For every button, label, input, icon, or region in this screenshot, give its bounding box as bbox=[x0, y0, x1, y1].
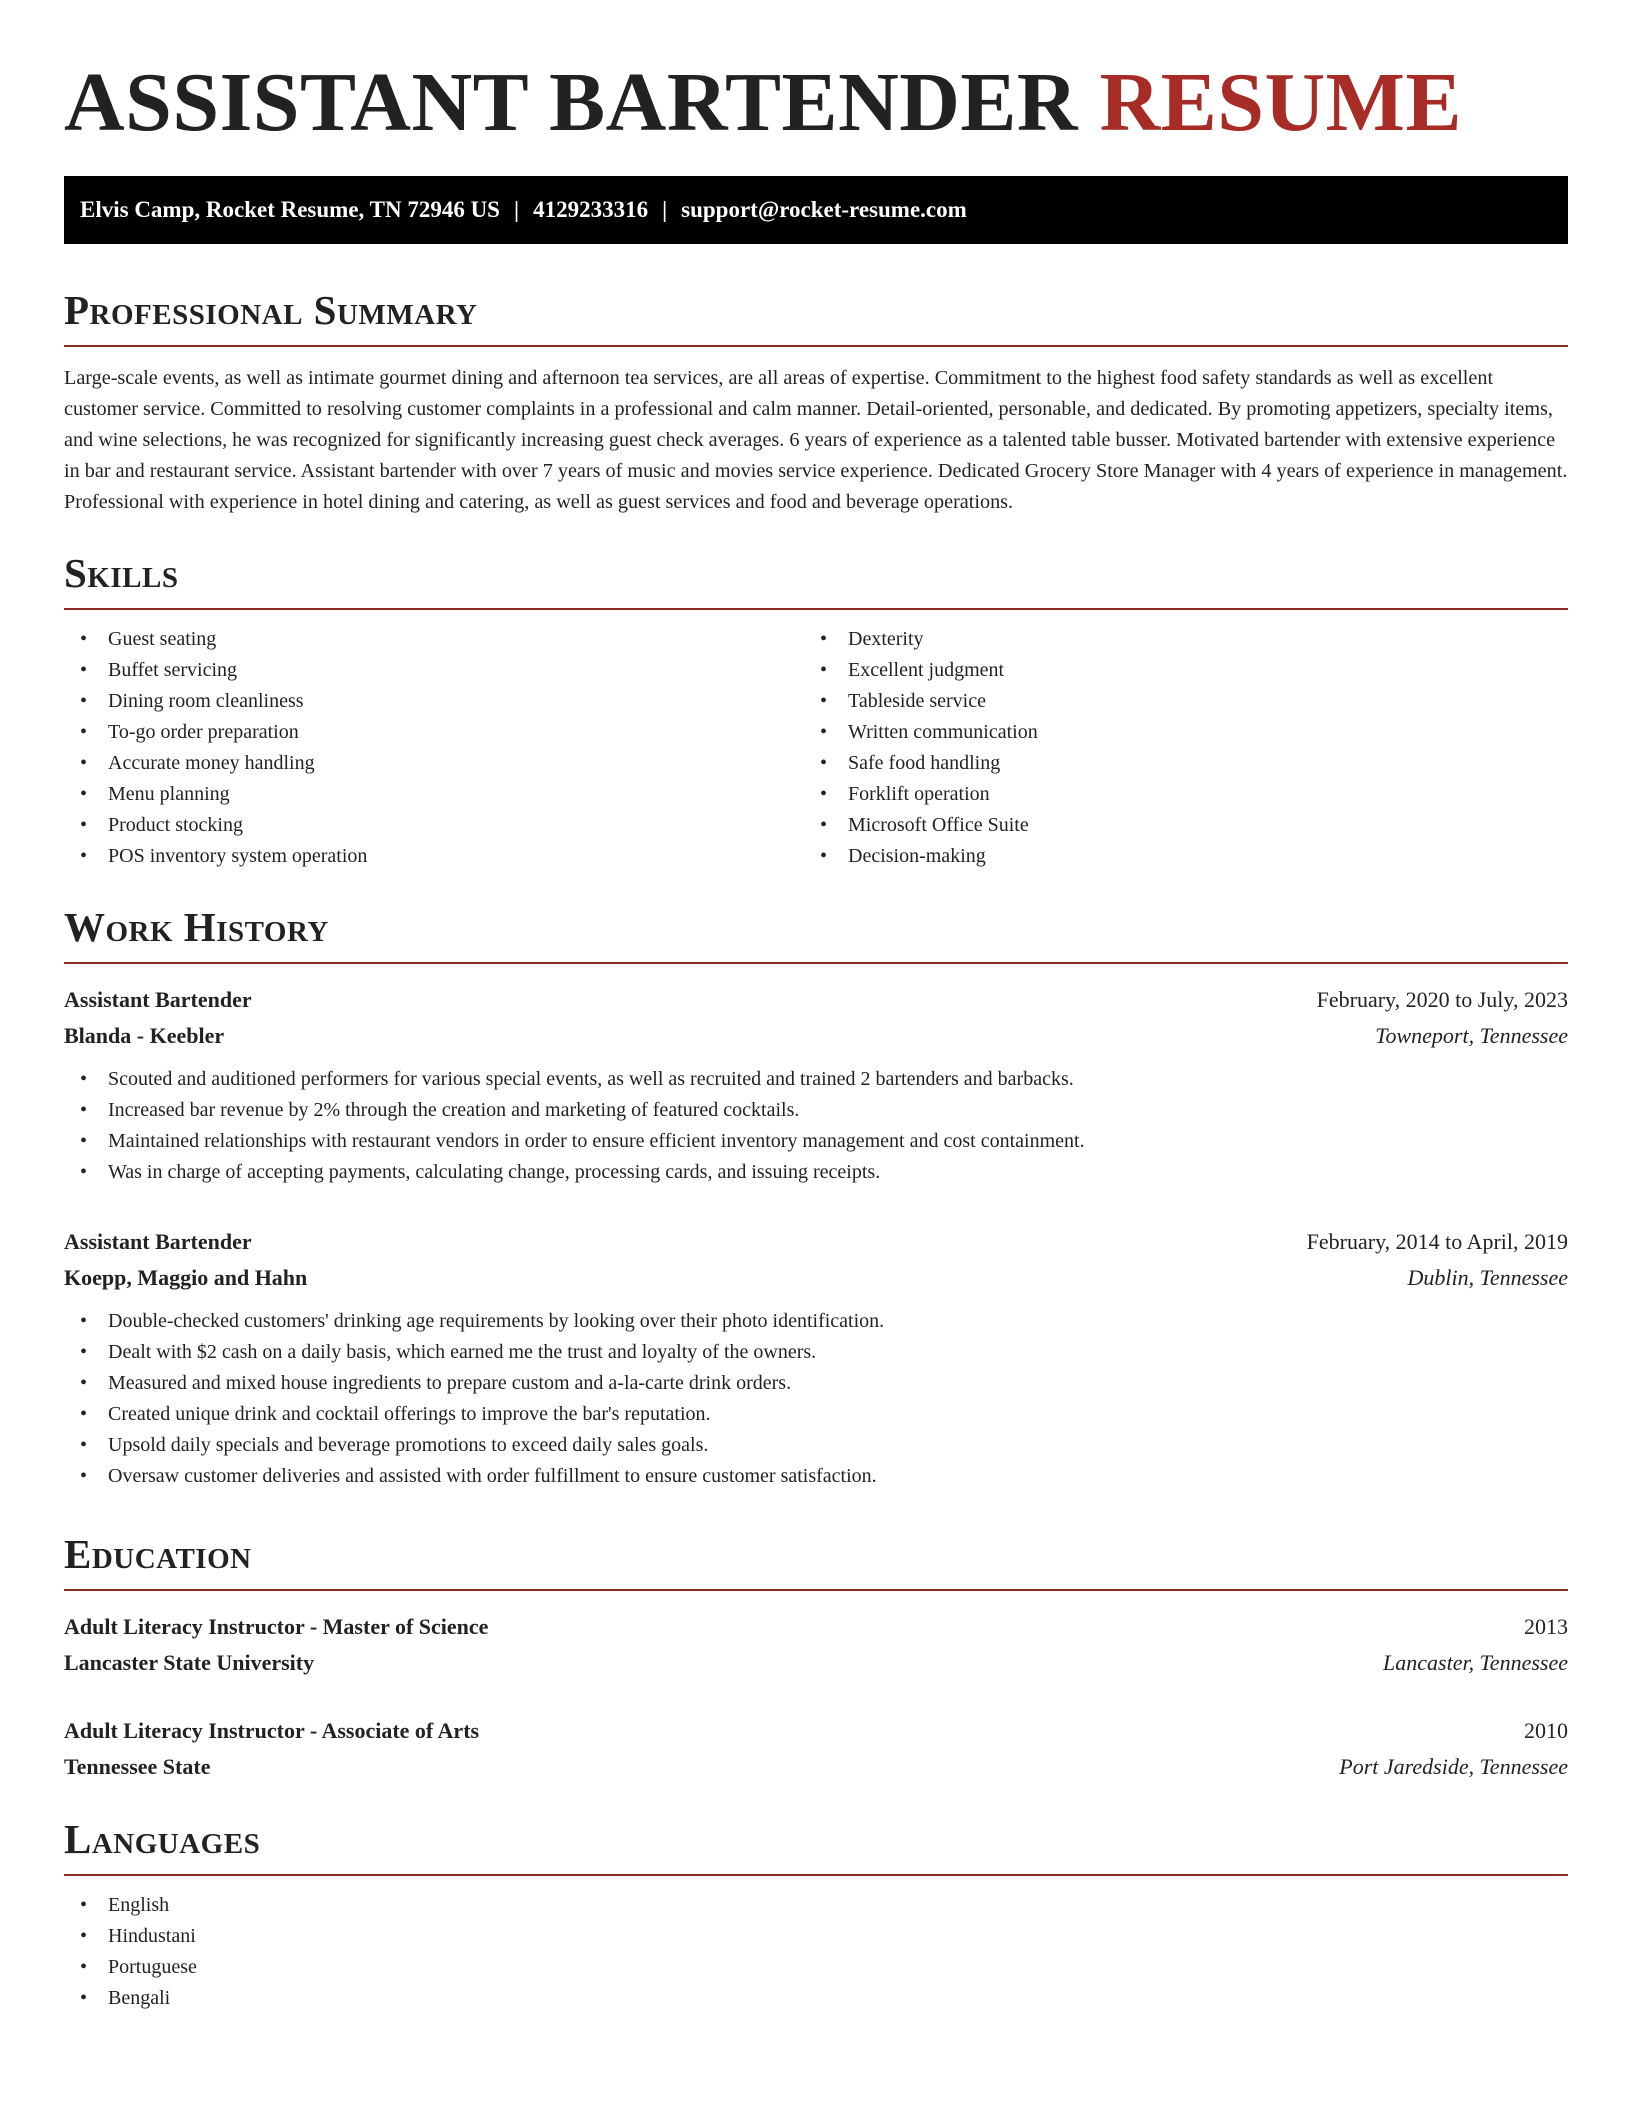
language-item: • English bbox=[64, 1890, 1568, 1921]
job-bullet: • Was in charge of accepting payments, calculating change, processing cards, and issuing receipts. bbox=[64, 1157, 1568, 1188]
skill-item: • Safe food handling bbox=[804, 748, 1544, 779]
job-bullet: • Created unique drink and cocktail offerings to improve the bar's reputation. bbox=[64, 1399, 1568, 1430]
education-year: 2013 bbox=[1524, 1614, 1568, 1640]
job-dates: February, 2014 to April, 2019 bbox=[1306, 1229, 1568, 1255]
job-bullet: • Measured and mixed house ingredients to prepare custom and a-la-carte drink orders. bbox=[64, 1368, 1568, 1399]
education-entry bbox=[64, 1713, 1568, 1785]
job-bullet: • Double-checked customers' drinking age requirements by looking over their photo identification. bbox=[64, 1306, 1568, 1337]
contact-separator: | bbox=[662, 197, 668, 222]
education-school: Tennessee State bbox=[64, 1754, 211, 1780]
job-bullets bbox=[64, 1064, 1568, 1188]
job-company: Blanda - Keebler bbox=[64, 1023, 225, 1049]
section-divider bbox=[64, 345, 1568, 347]
skill-item: • Tableside service bbox=[804, 686, 1544, 717]
work-history-section bbox=[64, 903, 1568, 1492]
languages-heading: Languages bbox=[64, 1816, 261, 1862]
summary-heading: Professional Summary bbox=[64, 287, 478, 333]
job-title: Assistant Bartender bbox=[64, 987, 252, 1013]
language-item: • Hindustani bbox=[64, 1921, 1568, 1952]
resume-title bbox=[64, 50, 1462, 155]
skills-list-left bbox=[64, 624, 804, 872]
skills-list-right bbox=[804, 624, 1544, 872]
education-section bbox=[64, 1530, 1568, 1785]
education-degree: Adult Literacy Instructor - Associate of Arts bbox=[64, 1718, 480, 1744]
skill-item: • Buffet servicing bbox=[64, 655, 804, 686]
job-subheader bbox=[64, 1260, 1568, 1296]
section-divider bbox=[64, 1589, 1568, 1591]
contact-address: Elvis Camp, Rocket Resume, TN 72946 US bbox=[80, 197, 500, 222]
section-divider bbox=[64, 608, 1568, 610]
job-dates: February, 2020 to July, 2023 bbox=[1316, 987, 1568, 1013]
job-bullet: • Scouted and auditioned performers for various special events, as well as recruited and trained 2 bartenders and barbacks. bbox=[64, 1064, 1568, 1095]
job-entry bbox=[64, 982, 1568, 1188]
job-title: Assistant Bartender bbox=[64, 1229, 252, 1255]
job-bullet: • Dealt with $2 cash on a daily basis, which earned me the trust and loyalty of the owners. bbox=[64, 1337, 1568, 1368]
education-degree: Adult Literacy Instructor - Master of Science bbox=[64, 1614, 489, 1640]
job-bullet: • Upsold daily specials and beverage promotions to exceed daily sales goals. bbox=[64, 1430, 1568, 1461]
education-subheader bbox=[64, 1749, 1568, 1785]
education-subheader bbox=[64, 1645, 1568, 1681]
languages-list bbox=[64, 1890, 1568, 2014]
skill-item: • POS inventory system operation bbox=[64, 841, 804, 872]
skill-item: • Product stocking bbox=[64, 810, 804, 841]
language-item: • Bengali bbox=[64, 1983, 1568, 2014]
skills-columns bbox=[64, 624, 1568, 872]
skill-item: • Accurate money handling bbox=[64, 748, 804, 779]
job-bullets bbox=[64, 1306, 1568, 1492]
section-divider bbox=[64, 1874, 1568, 1876]
job-bullet: • Maintained relationships with restaurant vendors in order to ensure efficient inventory management and cost containment. bbox=[64, 1126, 1568, 1157]
language-item: • Portuguese bbox=[64, 1952, 1568, 1983]
job-location: Dublin, Tennessee bbox=[1407, 1265, 1568, 1291]
skills-section bbox=[64, 549, 1568, 872]
education-entry bbox=[64, 1609, 1568, 1681]
languages-section bbox=[64, 1815, 1568, 2014]
job-location: Towneport, Tennessee bbox=[1375, 1023, 1568, 1049]
job-bullet: • Increased bar revenue by 2% through the creation and marketing of featured cocktails. bbox=[64, 1095, 1568, 1126]
education-school: Lancaster State University bbox=[64, 1650, 315, 1676]
skill-item: • To-go order preparation bbox=[64, 717, 804, 748]
skill-item: • Decision-making bbox=[804, 841, 1544, 872]
skills-heading: Skills bbox=[64, 550, 179, 596]
job-header bbox=[64, 1224, 1568, 1260]
education-heading: Education bbox=[64, 1531, 252, 1577]
skill-item: • Guest seating bbox=[64, 624, 804, 655]
skill-item: • Excellent judgment bbox=[804, 655, 1544, 686]
job-company: Koepp, Maggio and Hahn bbox=[64, 1265, 308, 1291]
summary-text: Large-scale events, as well as intimate gourmet dining and afternoon tea services, are all areas of expertise. Commitment to the highest food safety standards as well as excellent customer service. Committed to resolving customer complaints in a professional and calm manner. Detail-oriented, personable, and dedicated. By promoting appetizers, specialty items, and wine selections, he was recognized for significantly increasing guest check averages. 6 years of experience as a talented table busser. Motivated bartender with extensive experience in bar and restaurant service. Assistant bartender with over 7 years of music and movies service experience. Dedicated Grocery Store Manager with 4 years of experience in management. Professional with experience in hotel dining and catering, as well as guest services and food and beverage operations. bbox=[64, 367, 1568, 514]
summary-section bbox=[64, 286, 1568, 518]
education-year: 2010 bbox=[1524, 1718, 1568, 1744]
job-entry bbox=[64, 1224, 1568, 1492]
skill-item: • Written communication bbox=[804, 717, 1544, 748]
contact-email[interactable]: support@rocket-resume.com bbox=[681, 197, 967, 222]
job-subheader bbox=[64, 1018, 1568, 1054]
skill-item: • Menu planning bbox=[64, 779, 804, 810]
contact-phone: 4129233316 bbox=[533, 197, 649, 222]
education-header bbox=[64, 1609, 1568, 1645]
education-header bbox=[64, 1713, 1568, 1749]
skill-item: • Dining room cleanliness bbox=[64, 686, 804, 717]
skill-item: • Dexterity bbox=[804, 624, 1544, 655]
section-divider bbox=[64, 962, 1568, 964]
work-history-heading: Work History bbox=[64, 904, 329, 950]
skill-item: • Forklift operation bbox=[804, 779, 1544, 810]
title-accent: RESUME bbox=[1099, 56, 1462, 149]
title-main: ASSISTANT BARTENDER bbox=[64, 56, 1079, 149]
education-location: Port Jaredside, Tennessee bbox=[1339, 1754, 1568, 1780]
skill-item: • Microsoft Office Suite bbox=[804, 810, 1544, 841]
job-bullet: • Oversaw customer deliveries and assisted with order fulfillment to ensure customer satisfaction. bbox=[64, 1461, 1568, 1492]
education-location: Lancaster, Tennessee bbox=[1383, 1650, 1568, 1676]
contact-bar bbox=[64, 176, 1568, 244]
contact-separator: | bbox=[513, 197, 520, 222]
job-header bbox=[64, 982, 1568, 1018]
